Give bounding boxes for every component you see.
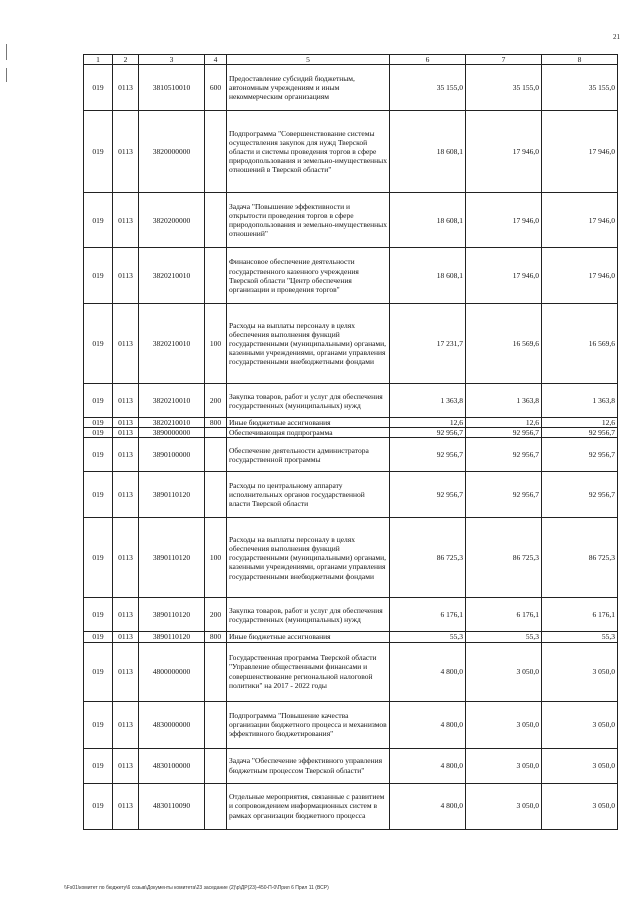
- cell-amount-col8: 16 569,6: [542, 304, 618, 384]
- cell-target-code: 3810510010: [139, 65, 205, 111]
- cell-amount-col7: 3 050,0: [466, 748, 542, 783]
- cell-target-code: 3820210010: [139, 304, 205, 384]
- budget-table-container: [83, 54, 617, 830]
- col-header-8: 8: [542, 55, 618, 65]
- cell-section-code: 0113: [113, 632, 139, 642]
- cell-amount-col7: 12,6: [466, 418, 542, 428]
- cell-section-code: 0113: [113, 384, 139, 418]
- cell-amount-col8: 3 050,0: [542, 642, 618, 701]
- cell-description: Задача "Повышение эффективности и открытости проведения торгов в сфере природопользования и земельно-имущественных отношений": [227, 193, 390, 248]
- cell-amount-col8: 35 155,0: [542, 65, 618, 111]
- header-row: [84, 55, 618, 65]
- cell-amount-col7: 6 176,1: [466, 598, 542, 632]
- table-row: [84, 642, 618, 701]
- table-row: [84, 248, 618, 304]
- cell-section-code: 0113: [113, 701, 139, 748]
- cell-expense-type: 200: [205, 598, 227, 632]
- cell-target-code: 3820200000: [139, 193, 205, 248]
- cell-description: Обеспечение деятельности администратора государственной программы: [227, 438, 390, 472]
- table-row: [84, 748, 618, 783]
- cell-expense-type: [205, 748, 227, 783]
- cell-amount-col8: 3 050,0: [542, 783, 618, 829]
- cell-amount-col6: 4 800,0: [390, 642, 466, 701]
- table-row: [84, 111, 618, 193]
- cell-amount-col7: 17 946,0: [466, 111, 542, 193]
- cell-admin-code: 019: [84, 65, 113, 111]
- cell-admin-code: 019: [84, 642, 113, 701]
- cell-admin-code: 019: [84, 384, 113, 418]
- cell-expense-type: 600: [205, 65, 227, 111]
- cell-amount-col7: 17 946,0: [466, 193, 542, 248]
- cell-target-code: 3890110120: [139, 472, 205, 518]
- cell-description: Расходы на выплаты персоналу в целях обеспечения выполнения функций государственными (муниципальными) органами, казенными учреждениями, органами управления государственными внебюджетными фондами: [227, 304, 390, 384]
- cell-expense-type: [205, 428, 227, 438]
- cell-amount-col6: 55,3: [390, 632, 466, 642]
- cell-expense-type: [205, 783, 227, 829]
- table-row: [84, 783, 618, 829]
- cell-description: Иные бюджетные ассигнования: [227, 418, 390, 428]
- table-row: [84, 428, 618, 438]
- cell-amount-col8: 17 946,0: [542, 111, 618, 193]
- col-header-3: 3: [139, 55, 205, 65]
- cell-amount-col8: 92 956,7: [542, 438, 618, 472]
- cell-admin-code: 019: [84, 632, 113, 642]
- cell-target-code: 4830110090: [139, 783, 205, 829]
- table-row: [84, 65, 618, 111]
- cell-admin-code: 019: [84, 783, 113, 829]
- cell-description: Обеспечивающая подпрограмма: [227, 428, 390, 438]
- cell-amount-col6: 35 155,0: [390, 65, 466, 111]
- cell-amount-col6: 12,6: [390, 418, 466, 428]
- cell-section-code: 0113: [113, 438, 139, 472]
- table-row: [84, 598, 618, 632]
- table-row: [84, 438, 618, 472]
- cell-amount-col6: 4 800,0: [390, 701, 466, 748]
- cell-expense-type: 800: [205, 632, 227, 642]
- budget-table: [83, 54, 618, 830]
- cell-amount-col7: 35 155,0: [466, 65, 542, 111]
- cell-section-code: 0113: [113, 472, 139, 518]
- cell-section-code: 0113: [113, 748, 139, 783]
- cell-admin-code: 019: [84, 111, 113, 193]
- cell-amount-col7: 92 956,7: [466, 472, 542, 518]
- cell-section-code: 0113: [113, 304, 139, 384]
- cell-admin-code: 019: [84, 518, 113, 598]
- cell-amount-col6: 6 176,1: [390, 598, 466, 632]
- cell-amount-col8: 92 956,7: [542, 428, 618, 438]
- cell-description: Предоставление субсидий бюджетным, автономным учреждениям и иным некоммерческим организациям: [227, 65, 390, 111]
- cell-amount-col8: 55,3: [542, 632, 618, 642]
- cell-amount-col8: 92 956,7: [542, 472, 618, 518]
- cell-expense-type: 200: [205, 384, 227, 418]
- cell-amount-col8: 1 363,8: [542, 384, 618, 418]
- cell-description: Отдельные мероприятия, связанные с развитием и сопровождением информационных систем в рамках организации бюджетного процесса: [227, 783, 390, 829]
- cell-amount-col6: 92 956,7: [390, 438, 466, 472]
- table-row: [84, 701, 618, 748]
- col-header-4: 4: [205, 55, 227, 65]
- cell-amount-col8: 86 725,3: [542, 518, 618, 598]
- cell-amount-col6: 1 363,8: [390, 384, 466, 418]
- cell-section-code: 0113: [113, 193, 139, 248]
- cell-description: Подпрограмма "Совершенствование системы осуществления закупок для нужд Тверской области и системы проведения торгов в сфере природопользования и земельно-имущественных отношений в Тверской области": [227, 111, 390, 193]
- col-header-2: 2: [113, 55, 139, 65]
- cell-amount-col6: 4 800,0: [390, 783, 466, 829]
- cell-target-code: 3890110120: [139, 632, 205, 642]
- cell-amount-col7: 86 725,3: [466, 518, 542, 598]
- cell-target-code: 3820210010: [139, 418, 205, 428]
- cell-description: Задача "Обеспечение эффективного управления бюджетным процессом Тверской области": [227, 748, 390, 783]
- cell-amount-col6: 18 608,1: [390, 111, 466, 193]
- cell-amount-col6: 17 231,7: [390, 304, 466, 384]
- cell-description: Государственная программа Тверской области "Управление общественными финансами и совершенствование региональной налоговой политики" на 2017 - 2022 годы: [227, 642, 390, 701]
- cell-amount-col7: 16 569,6: [466, 304, 542, 384]
- cell-admin-code: 019: [84, 701, 113, 748]
- cell-section-code: 0113: [113, 418, 139, 428]
- cell-section-code: 0113: [113, 642, 139, 701]
- cell-target-code: 4830000000: [139, 701, 205, 748]
- cell-amount-col7: 92 956,7: [466, 438, 542, 472]
- cell-expense-type: [205, 472, 227, 518]
- cell-amount-col7: 3 050,0: [466, 701, 542, 748]
- cell-expense-type: [205, 248, 227, 304]
- cell-admin-code: 019: [84, 598, 113, 632]
- cell-target-code: 4830100000: [139, 748, 205, 783]
- cell-amount-col6: 18 608,1: [390, 248, 466, 304]
- cell-expense-type: 800: [205, 418, 227, 428]
- cell-target-code: 3820210010: [139, 384, 205, 418]
- cell-admin-code: 019: [84, 248, 113, 304]
- col-header-7: 7: [466, 55, 542, 65]
- cell-amount-col6: 92 956,7: [390, 472, 466, 518]
- cell-description: Иные бюджетные ассигнования: [227, 632, 390, 642]
- cell-amount-col6: 4 800,0: [390, 748, 466, 783]
- cell-amount-col7: 17 946,0: [466, 248, 542, 304]
- cell-section-code: 0113: [113, 598, 139, 632]
- cell-expense-type: [205, 193, 227, 248]
- cell-target-code: 3820210010: [139, 248, 205, 304]
- cell-admin-code: 019: [84, 438, 113, 472]
- cell-description: Закупка товаров, работ и услуг для обеспечения государственных (муниципальных) нужд: [227, 384, 390, 418]
- cell-amount-col7: 3 050,0: [466, 642, 542, 701]
- cell-admin-code: 019: [84, 193, 113, 248]
- cell-expense-type: 100: [205, 518, 227, 598]
- cell-amount-col8: 3 050,0: [542, 748, 618, 783]
- cell-amount-col7: 3 050,0: [466, 783, 542, 829]
- table-row: [84, 193, 618, 248]
- col-header-5: 5: [227, 55, 390, 65]
- cell-admin-code: 019: [84, 472, 113, 518]
- cell-amount-col8: 12,6: [542, 418, 618, 428]
- cell-description: Расходы на выплаты персоналу в целях обеспечения выполнения функций государственными (муниципальными) органами, казенными учреждениями, органами управления государственными внебюджетными фондами: [227, 518, 390, 598]
- cell-description: Финансовое обеспечение деятельности государственного казенного учреждения Тверской области "Центр обеспечения организации и проведения торгов": [227, 248, 390, 304]
- cell-amount-col7: 1 363,8: [466, 384, 542, 418]
- margin-mark: [6, 68, 7, 82]
- cell-description: Закупка товаров, работ и услуг для обеспечения государственных (муниципальных) нужд: [227, 598, 390, 632]
- footer-file-path: \\Fs01\комитет по бюджету\6 созыв\Документы комитета\23 заседание (2)\р\ДР(23)-450-П-0\Прил 6 Прил 11 (ВСР): [64, 885, 329, 891]
- cell-amount-col7: 55,3: [466, 632, 542, 642]
- cell-admin-code: 019: [84, 748, 113, 783]
- cell-amount-col8: 6 176,1: [542, 598, 618, 632]
- cell-section-code: 0113: [113, 518, 139, 598]
- cell-admin-code: 019: [84, 304, 113, 384]
- cell-amount-col8: 17 946,0: [542, 193, 618, 248]
- cell-target-code: 3820000000: [139, 111, 205, 193]
- cell-target-code: 4800000000: [139, 642, 205, 701]
- cell-amount-col8: 17 946,0: [542, 248, 618, 304]
- cell-expense-type: [205, 642, 227, 701]
- cell-expense-type: 100: [205, 304, 227, 384]
- cell-admin-code: 019: [84, 418, 113, 428]
- table-row: [84, 632, 618, 642]
- cell-amount-col7: 92 956,7: [466, 428, 542, 438]
- cell-target-code: 3890110120: [139, 518, 205, 598]
- cell-section-code: 0113: [113, 783, 139, 829]
- cell-amount-col6: 86 725,3: [390, 518, 466, 598]
- cell-section-code: 0113: [113, 65, 139, 111]
- table-row: [84, 304, 618, 384]
- table-row: [84, 384, 618, 418]
- page-number: 21: [613, 33, 620, 41]
- cell-description: Подпрограмма "Повышение качества организации бюджетного процесса и механизмов эффективного бюджетирования": [227, 701, 390, 748]
- margin-mark: [6, 44, 7, 60]
- col-header-6: 6: [390, 55, 466, 65]
- cell-amount-col8: 3 050,0: [542, 701, 618, 748]
- cell-section-code: 0113: [113, 248, 139, 304]
- cell-expense-type: [205, 701, 227, 748]
- cell-expense-type: [205, 438, 227, 472]
- cell-expense-type: [205, 111, 227, 193]
- cell-admin-code: 019: [84, 428, 113, 438]
- cell-section-code: 0113: [113, 428, 139, 438]
- table-row: [84, 472, 618, 518]
- table-row: [84, 518, 618, 598]
- cell-target-code: 3890110120: [139, 598, 205, 632]
- cell-target-code: 3890000000: [139, 428, 205, 438]
- table-row: [84, 418, 618, 428]
- cell-section-code: 0113: [113, 111, 139, 193]
- col-header-1: 1: [84, 55, 113, 65]
- cell-target-code: 3890100000: [139, 438, 205, 472]
- cell-amount-col6: 18 608,1: [390, 193, 466, 248]
- cell-description: Расходы по центральному аппарату исполнительных органов государственной власти Тверской области: [227, 472, 390, 518]
- cell-amount-col6: 92 956,7: [390, 428, 466, 438]
